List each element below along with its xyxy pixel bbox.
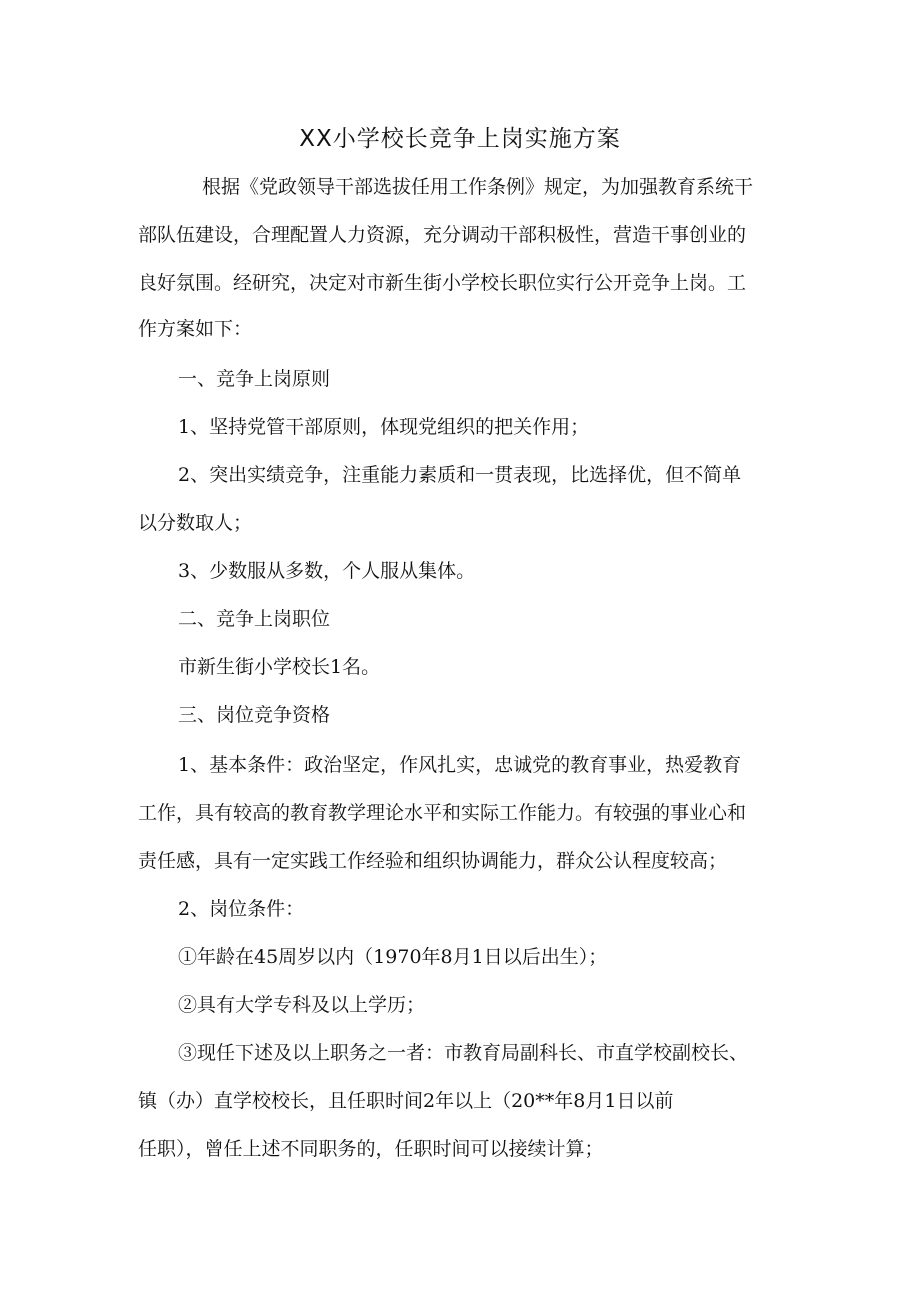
list-item: 1、坚持党管干部原则，体现党组织的把关作用； (178, 416, 590, 438)
section-heading: 一、竞争上岗原则 (178, 368, 331, 390)
list-item: 2、岗位条件： (178, 898, 305, 920)
document-title: XX小学校长竞争上岗实施方案 (299, 126, 621, 152)
paragraph-line: 部队伍建设，合理配置人力资源，充分调动干部积极性，营造干事创业的 (138, 224, 747, 246)
paragraph-line: 责任感，具有一定实践工作经验和组织协调能力，群众公认程度较高； (138, 850, 728, 872)
list-item: ③现任下述及以上职务之一者：市教育局副科长、市直学校副校长、 (178, 1042, 749, 1064)
list-item: ②具有大学专科及以上学历； (178, 994, 426, 1016)
list-item: 2、突出实绩竞争，注重能力素质和一贯表现，比选择优，但不简单 (178, 464, 742, 486)
paragraph-line: 工作，具有较高的教育教学理论水平和实际工作能力。有较强的事业心和 (138, 802, 747, 824)
list-item: 3、少数服从多数，个人服从集体。 (178, 560, 476, 582)
paragraph-line: 任职），曾任上述不同职务的，任职时间可以接续计算； (138, 1138, 604, 1160)
paragraph-line: 镇（办）直学校校长，且任职时间2年以上（20**年8月1日以前 (138, 1090, 674, 1112)
paragraph-line: 作方案如下： (138, 318, 253, 340)
section-heading: 三、岗位竞争资格 (178, 704, 331, 726)
section-heading: 二、竞争上岗职位 (178, 608, 331, 630)
paragraph-line: 良好氛围。经研究，决定对市新生街小学校长职位实行公开竞争上岗。工 (138, 272, 747, 294)
paragraph-line: 根据《党政领导干部选拔任用工作条例》规定，为加强教育系统干 (202, 176, 754, 198)
list-item: 1、基本条件：政治坚定，作风扎实，忠诚党的教育事业，热爱教育 (178, 754, 742, 776)
list-item: ①年龄在45周岁以内（1970年8月1日以后出生）； (178, 946, 608, 968)
paragraph-line: 市新生街小学校长1名。 (178, 656, 381, 678)
paragraph-line: 以分数取人； (138, 512, 253, 534)
